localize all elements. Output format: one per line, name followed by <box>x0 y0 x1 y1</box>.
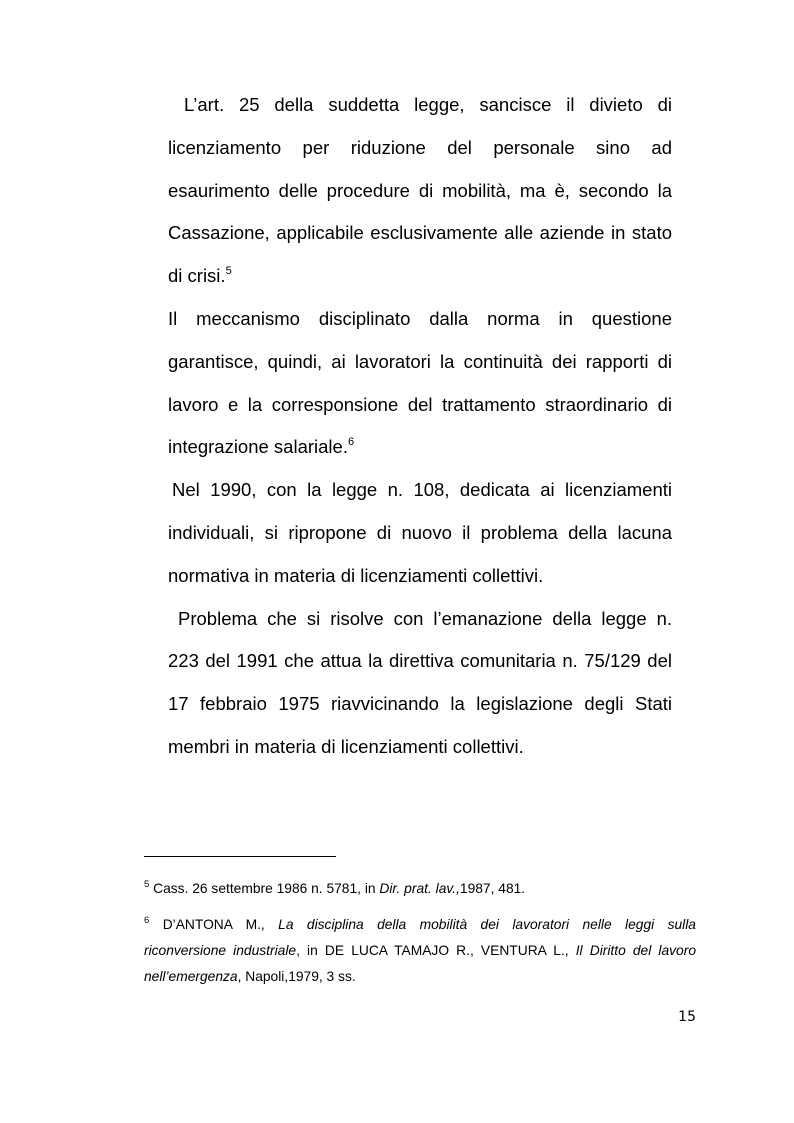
text-line: normativa in materia di licenziamenti collettivi. <box>168 564 544 586</box>
text-line <box>168 426 672 469</box>
footnote-line <box>144 938 696 964</box>
text-fragment: di crisi. <box>168 265 226 287</box>
text-line <box>168 255 672 298</box>
text-line: Problema che si risolve con l’emanazione della legge n. <box>178 607 672 629</box>
footnote-6 <box>144 912 696 990</box>
text-line: membri in materia di licenziamenti collettivi. <box>168 735 524 757</box>
footnote-title: La disciplina della mobilità dei lavoratori nelle leggi sulla <box>278 917 696 932</box>
footnote-ref-5[interactable]: 5 <box>225 265 232 278</box>
footnote-line <box>144 912 696 938</box>
footnote-number: 6 <box>144 915 150 926</box>
paragraph-4 <box>168 598 672 769</box>
footnote-journal: Dir. prat. lav., <box>379 881 460 896</box>
footnote-title: riconversione industriale <box>144 943 297 958</box>
footnotes <box>144 876 696 1000</box>
text-line: Cassazione, applicabile esclusivamente alle aziende in stato <box>168 222 672 244</box>
footnote-author: D’ANTONA M., <box>162 917 279 932</box>
footnote-line <box>144 964 696 990</box>
text-line: Il meccanismo disciplinato dalla norma in questione <box>168 307 672 329</box>
footnote-text: Cass. 26 settembre 1986 n. 5781, in <box>153 881 380 896</box>
footnote-text: 1987, 481. <box>459 881 526 896</box>
footnote-separator <box>144 856 336 857</box>
footnote-number: 5 <box>144 879 150 890</box>
text-line: esaurimento delle procedure di mobilità, ma è, secondo la <box>168 179 672 201</box>
footnote-text: , in DE LUCA TAMAJO R., VENTURA L., <box>296 943 576 958</box>
footnote-text: , Napoli,1979, 3 ss. <box>237 969 356 984</box>
text-line: 223 del 1991 che attua la direttiva comunitaria n. 75/129 del <box>168 650 672 672</box>
page-number: 15 <box>678 1009 696 1025</box>
text-line: individuali, si ripropone di nuovo il problema della lacuna <box>168 521 672 543</box>
footnote-5 <box>144 876 696 902</box>
footnote-line <box>144 876 696 902</box>
footnote-ref-6[interactable]: 6 <box>347 436 355 449</box>
body-text <box>168 84 672 769</box>
text-line: lavoro e la corresponsione del trattamento straordinario di <box>168 393 672 415</box>
text-line: Nel 1990, con la legge n. 108, dedicata ai licenziamenti <box>172 479 672 501</box>
footnote-book: Il Diritto del lavoro <box>575 943 697 958</box>
paragraph-3 <box>168 469 672 597</box>
text-fragment: integrazione salariale. <box>168 436 348 458</box>
paragraph-1 <box>168 84 672 298</box>
text-line: 17 febbraio 1975 riavvicinando la legislazione degli Stati <box>168 693 672 715</box>
footnote-book: nell’emergenza <box>144 969 238 984</box>
text-line: licenziamento per riduzione del personale sino ad <box>168 136 672 158</box>
paragraph-2 <box>168 298 672 469</box>
text-line: garantisce, quindi, ai lavoratori la continuità dei rapporti di <box>168 350 672 372</box>
text-line: L’art. 25 della suddetta legge, sancisce il divieto di <box>184 94 672 115</box>
